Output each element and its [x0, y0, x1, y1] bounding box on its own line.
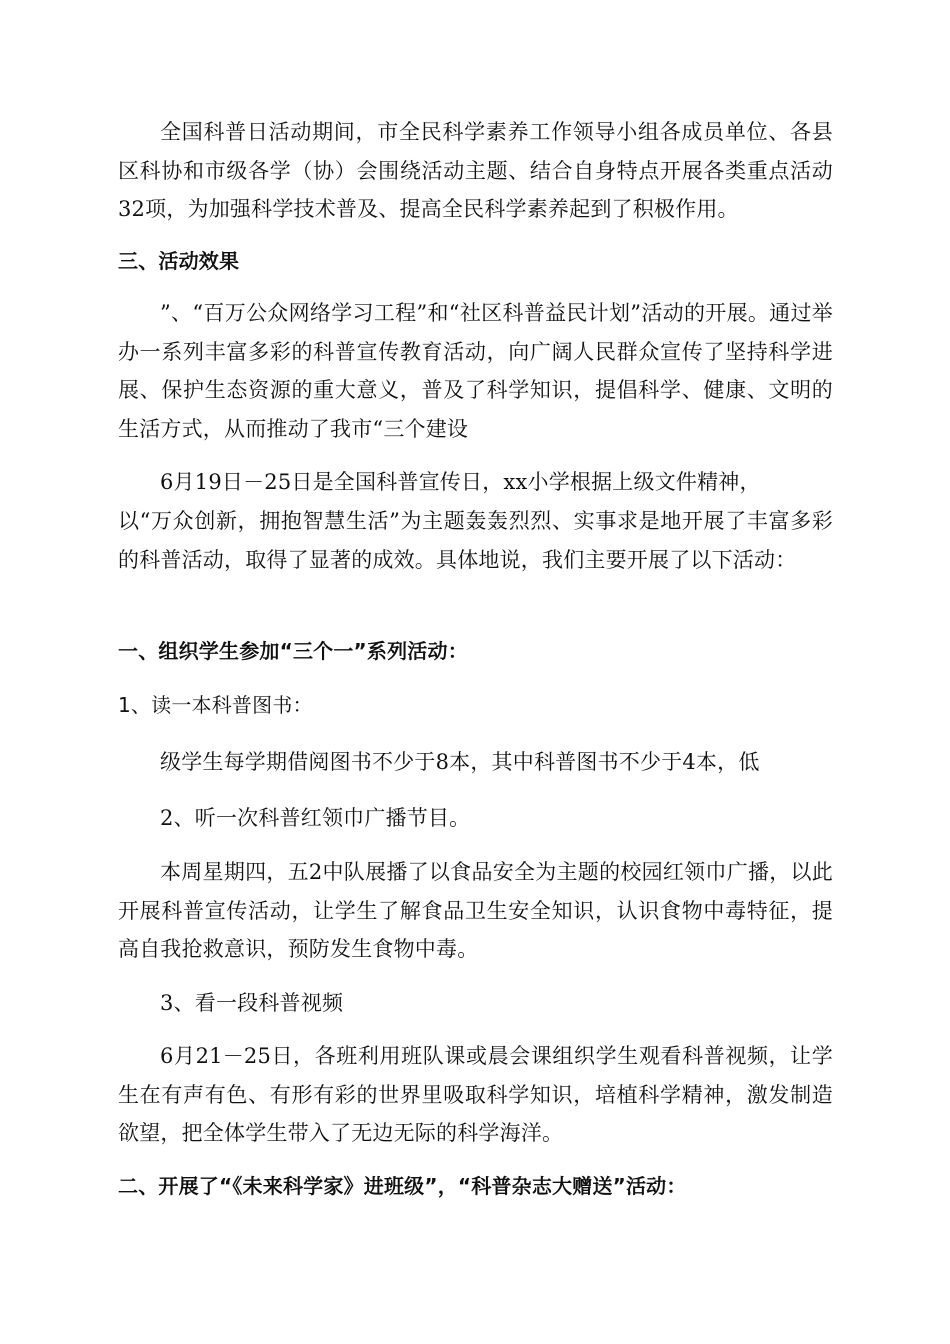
paragraph-national-science-day: 全国科普日活动期间，市全民科学素养工作领导小组各成员单位、各县区科协和市级各学（协）会围绕活动主题、结合自身特点开展各类重点活动32项，为加强科学技术普及、提高全民科学素养起到了积极作用。: [118, 120, 833, 221]
heading-three-ones: 一、组织学生参加“三个一”系列活动：: [118, 639, 468, 663]
paragraph-radio-broadcast: 本周星期四，五2中队展播了以食品安全为主题的校园红领巾广播，以此开展科普宣传活动，让学生了解食品卫生安全知识，认识食物中毒特征，提高自我抢救意识，预防发生食物中毒。: [118, 860, 833, 961]
paragraph-activity-effect: ”、“百万公众网络学习工程”和“社区科普益民计划”活动的开展。通过举办一系列丰富多彩的科普宣传教育活动，向广阔人民群众宣传了坚持科学进展、保护生态资源的重大意义，普及了科学知识，提倡科学、健康、文明的生活方式，从而推动了我市“三个建设: [118, 301, 833, 441]
heading-activity-effect: 三、活动效果: [118, 249, 240, 273]
list-item-video: 3、看一段科普视频: [160, 991, 344, 1015]
list-item-radio: 2、听一次科普红领巾广播节目。: [160, 806, 471, 830]
paragraph-book-borrowing: 级学生每学期借阅图书不少于8本，其中科普图书不少于4本，低: [160, 750, 760, 774]
paragraph-video-watching: 6月21－25日，各班利用班队课或晨会课组织学生观看科普视频，让学生在有声有色、有形有彩的世界里吸取科学知识，培植科学精神，激发制造欲望，把全体学生带入了无边无际的科学海洋。: [118, 1044, 833, 1145]
paragraph-school-line1: 6月19日－25日是全国科普宣传日，xx小学根据上级文件精神，: [160, 470, 761, 494]
paragraph-school-rest: 以“万众创新，拥抱智慧生活”为主题轰轰烈烈、实事求是地开展了丰富多彩的科普活动，取得了显著的成效。具体地说，我们主要开展了以下活动：: [118, 509, 833, 572]
heading-future-scientist: 二、开展了“《未来科学家》进班级”，“科普杂志大赠送”活动：: [118, 1174, 687, 1198]
list-item-read-book: 1、读一本科普图书：: [118, 693, 313, 717]
